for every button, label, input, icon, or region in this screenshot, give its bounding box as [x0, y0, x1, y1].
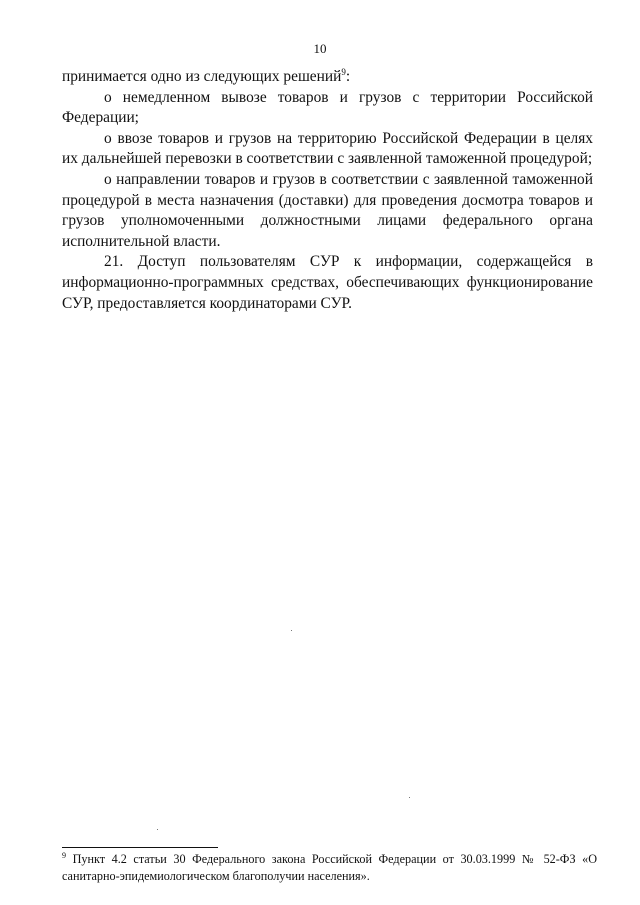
- page-number: 10: [313, 41, 327, 56]
- intro-tail: :: [345, 68, 351, 85]
- scan-speck: [409, 797, 410, 798]
- footnote-separator: [62, 847, 218, 848]
- decision-paragraph-export: о немедленном вывозе товаров и грузов с территории Российской Федерации;: [62, 88, 593, 127]
- scan-speck: [291, 630, 292, 631]
- body-text: [62, 67, 593, 314]
- intro-text: принимается одно из следующих решений: [62, 68, 342, 85]
- footnote-text: Пункт 4.2 статьи 30 Федерального закона Российской Федерации от 30.03.1999 № 52-ФЗ «О санитарно-эпидемиологическом благополучии населения».: [62, 852, 597, 883]
- intro-paragraph: [62, 67, 593, 88]
- decision-paragraph-inspection: о направлении товаров и грузов в соответствии с заявленной таможенной процедурой в места назначения (доставки) для проведения досмотра товаров и грузов уполномоченными должностными лицами федерального органа исполнительной власти.: [62, 170, 593, 250]
- footnote-marker: 9: [62, 850, 66, 860]
- decision-paragraph-import: о ввозе товаров и грузов на территорию Российской Федерации в целях их дальнейшей перевозки в соответствии с заявленной таможенной процедурой;: [62, 129, 593, 168]
- clause-21-paragraph: 21. Доступ пользователям СУР к информации, содержащейся в информационно-программных средствах, обеспечивающих функционирование СУР, предоставляется координаторами СУР.: [62, 253, 593, 312]
- footnote: [62, 851, 597, 885]
- footnote-reference: 9: [341, 66, 346, 77]
- scan-speck: [157, 829, 158, 830]
